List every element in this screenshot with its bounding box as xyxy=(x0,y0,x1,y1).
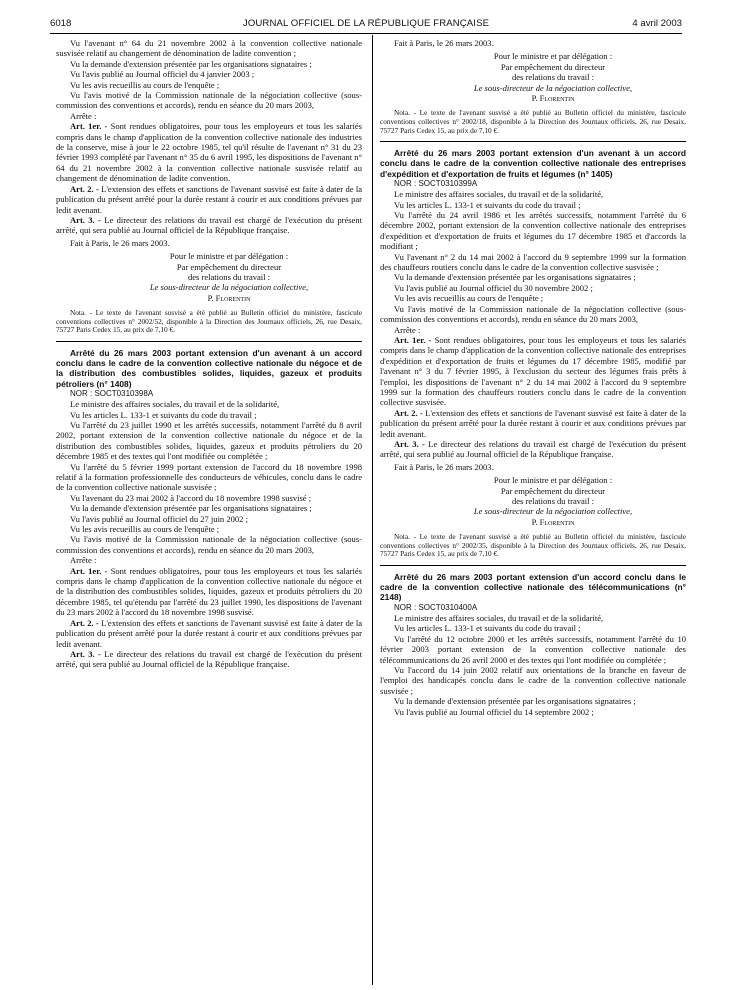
article-label: Art. 3. - xyxy=(394,438,425,449)
paragraph: Vu l'accord du 14 juin 2002 relatif aux orientations de la branche en faveur de l'emploi des handicapés conclu dans le cadre de la convention collective nationale susvisée ; xyxy=(380,665,686,696)
paragraph: Vu l'arrêté du 5 février 1999 portant extension de l'accord du 18 novembre 1998 relatif à la formation professionnelle des conducteurs de véhicules, conclu dans le cadre de la convention collective nationale susvisée ; xyxy=(56,461,362,493)
article xyxy=(56,618,362,649)
signature-line: Par empêchement du directeur xyxy=(176,261,282,272)
paragraph: Vu l'avis motivé de la Commission nationale de la négociation collective (sous-commission des conventions et accords), rendu en séance du 20 mars 2003, xyxy=(380,303,686,325)
signature-block xyxy=(380,51,686,103)
section-divider xyxy=(380,565,686,566)
paragraph: Vu l'avis publié au Journal officiel du 14 septembre 2002 ; xyxy=(394,706,594,717)
paragraph: Vu les avis recueillis au cours de l'enquête ; xyxy=(70,524,220,535)
article xyxy=(380,439,686,460)
paragraph: Vu les avis recueillis au cours de l'enquête ; xyxy=(394,293,544,304)
article xyxy=(56,649,362,670)
nota: Nota. - Le texte de l'avenant susvisé a été publié au Bulletin officiel du ministère, fascicule conventions collectives n° 2002/18, disponible à la Direction des Journaux officiels, 26, rue Desaix, 75727 Paris Cedex 15, au prix de 7,10 €. xyxy=(380,108,686,135)
article-label: Art. 1er. - xyxy=(70,565,108,576)
signature-line: Pour le ministre et par délégation : xyxy=(493,51,613,62)
article-text: Le directeur des relations du travail est chargé de l'exécution du présent arrêté, qui sera publié au Journal officiel de la République française. xyxy=(56,648,363,670)
paragraph: Vu l'arrêté du 12 octobre 2000 et les arrêtés successifs, notamment l'arrêté du 10 février 2003 portant extension de la convention collective nationale des télécommunications du 26 avril 2000 et des textes qui l'ont modifiée ou complétée ; xyxy=(380,633,686,665)
column-divider xyxy=(372,35,373,985)
paragraph: Vu l'avis motivé de la Commission nationale de la négociation collective (sous-commission des conventions et accords), rendu en séance du 20 mars 2003, xyxy=(56,90,362,111)
paragraph: Vu la demande d'extension présentée par les organisations signataires ; xyxy=(394,272,636,283)
paragraph: Vu l'avis publié au Journal officiel du 30 novembre 2002 ; xyxy=(394,282,593,293)
section-divider xyxy=(380,141,686,142)
paragraph: Le ministre des affaires sociales, du travail et de la solidarité, xyxy=(394,189,604,200)
paragraph: Vu l'avis publié au Journal officiel du 27 juin 2002 ; xyxy=(70,513,248,524)
nota: Nota. - Le texte de l'avenant susvisé a été publié au Bulletin officiel du ministère, fascicule conventions collectives n° 2002/35, disponible à la Direction des Journaux officiels, 26, rue Desaix, 75727 Paris Cedex 15, au prix de 7,10 €. xyxy=(380,532,686,559)
place-date: Fait à Paris, le 26 mars 2003. xyxy=(70,237,170,248)
decree-title: Arrêté du 26 mars 2003 portant extension d'un avenant à un accord conclu dans le cadre de la convention collective nationale des entreprises d'expédition et d'exportation de fruits et légumes (n° 1405) xyxy=(380,148,686,179)
paragraph: Vu l'avenant du 23 mai 2002 à l'accord du 18 novembre 1998 susvisé ; xyxy=(70,492,312,503)
signature-line: Le sous-directeur de la négociation collective, xyxy=(473,506,633,517)
article-label: Art. 3. - xyxy=(70,648,101,659)
article xyxy=(56,184,362,215)
article xyxy=(380,408,686,439)
signature-line: Le sous-directeur de la négociation collective, xyxy=(473,82,633,93)
paragraph: Le ministre des affaires sociales, du travail et de la solidarité, xyxy=(70,399,280,410)
paragraph: Vu les articles L. 133-1 et suivants du code du travail ; xyxy=(70,409,257,420)
article-label: Art. 2. - xyxy=(70,617,99,628)
nor-reference: NOR : SOCT0310398A xyxy=(70,388,154,398)
decree-title: Arrêté du 26 mars 2003 portant extension d'un avenant à un accord conclu dans le cadre de la convention collective nationale du négoce et de la distribution des combustibles solides, liquides, gazeux et produits pétroliers (n° 1408) xyxy=(56,347,362,389)
signatory-name: P. Florentin xyxy=(531,93,575,104)
signature-line: Pour le ministre et par délégation : xyxy=(169,251,289,262)
paragraph: Vu les avis recueillis au cours de l'enquête ; xyxy=(70,79,220,90)
article xyxy=(56,215,362,236)
paragraph: Vu les articles L. 133-1 et suivants du code du travail ; xyxy=(394,199,581,210)
nota: Nota. - Le texte de l'avenant susvisé a été publié au Bulletin officiel du ministère, fascicule conventions collectives n° 2002/52, disponible à la Direction des Journaux officiels, 26, rue Desaix, 75727 Paris Cedex 15, au prix de 7,10 €. xyxy=(56,308,362,335)
signature-line: Par empêchement du directeur xyxy=(500,61,606,72)
article-label: Art. 1er. - xyxy=(70,121,108,132)
signature-line: Par empêchement du directeur xyxy=(500,485,606,496)
article xyxy=(56,566,362,618)
signature-line: Pour le ministre et par délégation : xyxy=(493,475,613,486)
arrete-heading: Arrête : xyxy=(70,110,97,121)
article-text: Sont rendues obligatoires, pour tous les employeurs et tous les salariés compris dans le champ d'application de la convention collective nationale des entreprises d'expédition et d'exportation de fruits et légumes du 17 décembre 1985, modifié par l'avenant n° 3 du 7 février 1995, à l'exclusion du secteur des légumes frais prêts à l'emploi, les dispositions de l'avenant n° 2 du 14 mai 2002 à l'accord du 9 septembre 1999 sur la formation des chauffeurs routiers conclu dans le cadre de la convention collective susvisée. xyxy=(380,334,687,408)
article-label: Art. 2. - xyxy=(70,183,99,194)
article-text: L'extension des effets et sanctions de l'avenant susvisé est faite à dater de la publication du présent arrêté pour la durée restant à courir et aux conditions prévues par ledit avenant. xyxy=(380,407,687,439)
paragraph: Vu l'arrêté du 23 juillet 1990 et les arrêtés successifs, notamment l'arrêté du 8 avril 2002, portant extension de la convention collective nationale du négoce et de la distribution des combustibles solides, liquides, gazeux et produits pétroliers du 20 décembre 1985 et des textes qui l'ont modifiée ou complétée ; xyxy=(56,419,362,462)
article xyxy=(380,335,686,408)
page-header xyxy=(50,14,682,32)
page-number: 6018 xyxy=(50,18,72,29)
paragraph: Vu la demande d'extension présentée par les organisations signataires ; xyxy=(394,696,636,707)
paragraph: Vu l'avenant n° 64 du 21 novembre 2002 à la convention collective nationale susvisée relatif au changement de dénomination de ladite convention ; xyxy=(56,38,362,59)
arrete-heading: Arrête : xyxy=(394,324,421,335)
place-date: Fait à Paris, le 26 mars 2003. xyxy=(394,38,494,48)
article-text: Sont rendues obligatoires, pour tous les employeurs et tous les salariés compris dans le champ d'application de la convention collective nationale des industries de la conserve, mise à jour le 22 octobre 1985, tel qu'il résulte de l'avenant n° 31 du 23 février 1993 complété par l'avenant n° 35 du 6 avril 1995, les dispositions de l'avenant n° 64 du 21 novembre 2002 à la convention collective nationale susvisée relatif au changement de dénomination de ladite convention. xyxy=(56,121,363,184)
paragraph: Vu la demande d'extension présentée par les organisations signataires ; xyxy=(70,58,312,69)
journal-title: JOURNAL OFFICIEL DE LA RÉPUBLIQUE FRANÇAISE xyxy=(242,18,490,29)
paragraph: Vu les articles L. 133-1 et suivants du code du travail ; xyxy=(394,623,581,634)
signature-line: des relations du travail : xyxy=(511,72,595,83)
header-rule xyxy=(50,33,682,34)
signature-block xyxy=(380,475,686,527)
article-text: L'extension des effets et sanctions de l'avenant susvisé est faite à dater de la publication du présent arrêté pour la durée restant à courir et aux conditions prévues par ledit avenant. xyxy=(56,183,363,215)
arrete-heading: Arrête : xyxy=(70,555,97,566)
paragraph: Le ministre des affaires sociales, du travail et de la solidarité, xyxy=(394,613,604,624)
paragraph: Vu l'avis motivé de la Commission nationale de la négociation collective (sous-commission des conventions et accords), rendu en séance du 20 mars 2003, xyxy=(56,534,362,555)
article-text: Sont rendues obligatoires, pour tous les employeurs et tous les salariés compris dans le champ d'application de la convention collective nationale du négoce et de la distribution des combustibles solides, liquides, gazeux et produits pétroliers du 20 décembre 1985, tel qu'étendu par l'arrêté du 23 juillet 1990, les dispositions de l'avenant du 23 mars 2002 à l'accord du 18 novembre 1998 susvisé. xyxy=(56,565,363,618)
paragraph: Vu l'arrêté du 24 avril 1986 et les arrêtés successifs, notamment l'arrêté du 6 décembre 2002, portant extension de la convention collective nationale des entreprises d'expédition et d'exportation de fruits et légumes du 17 décembre 1985 et d'accords la modifiant ; xyxy=(380,210,686,252)
article-text: L'extension des effets et sanctions de l'avenant susvisé est faite à dater de la publication du présent arrêté pour la durée restant à courir et aux conditions prévues par ledit avenant. xyxy=(56,617,363,649)
signature-block xyxy=(56,251,362,303)
place-date: Fait à Paris, le 26 mars 2003. xyxy=(394,461,494,472)
signatory-name: P. Florentin xyxy=(531,516,575,527)
decree-title: Arrêté du 26 mars 2003 portant extension d'un accord conclu dans le cadre de la convention collective nationale des télécommunications (n° 2148) xyxy=(380,572,686,603)
signature-line: Le sous-directeur de la négociation collective, xyxy=(149,282,309,293)
nor-reference: NOR : SOCT0310400A xyxy=(394,602,478,612)
article-text: Le directeur des relations du travail est chargé de l'exécution du présent arrêté, qui sera publié au Journal officiel de la République française. xyxy=(56,214,363,236)
paragraph: Vu l'avis publié au Journal officiel du 4 janvier 2003 ; xyxy=(70,69,255,80)
article-text: Le directeur des relations du travail est chargé de l'exécution du présent arrêté, qui sera publié au Journal officiel de la République française. xyxy=(380,438,687,460)
article-label: Art. 2. - xyxy=(394,407,423,418)
paragraph: Vu la demande d'extension présentée par les organisations signataires ; xyxy=(70,503,312,514)
nor-reference: NOR : SOCT0310399A xyxy=(394,178,478,188)
article xyxy=(56,121,362,183)
article-label: Art. 3. - xyxy=(70,214,101,225)
left-column xyxy=(56,38,362,670)
signatory-name: P. Florentin xyxy=(207,292,251,303)
issue-date: 4 avril 2003 xyxy=(632,18,682,29)
signature-line: des relations du travail : xyxy=(187,271,271,282)
right-column xyxy=(380,38,686,717)
section-divider xyxy=(56,341,362,342)
paragraph: Vu l'avenant n° 2 du 14 mai 2002 à l'accord du 9 septembre 1999 sur la formation des chauffeurs routiers conclu dans le cadre de la convention collective susvisée ; xyxy=(380,251,686,273)
signature-line: des relations du travail : xyxy=(511,496,595,507)
article-label: Art. 1er. - xyxy=(394,334,432,345)
